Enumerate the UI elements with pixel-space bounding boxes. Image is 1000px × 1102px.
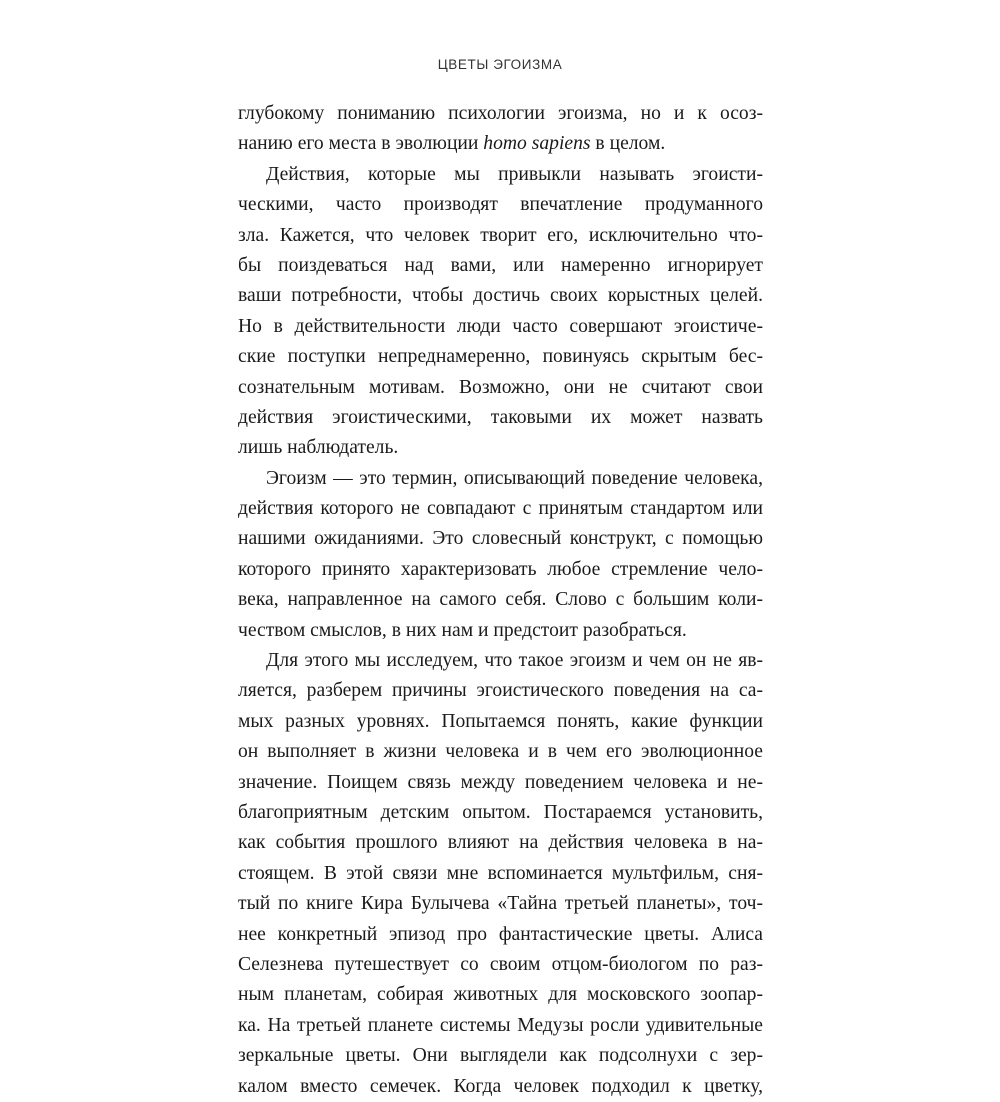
running-head: ЦВЕТЫ ЭГОИЗМА	[437, 57, 563, 72]
text-line	[238, 342, 763, 372]
text-line	[238, 980, 763, 1010]
text-line	[238, 1041, 763, 1071]
text-run: бы поиздеваться над вами, или намеренно игнорирует	[238, 254, 763, 276]
text-run: калом вместо семечек. Когда человек подходил к цветку,	[238, 1075, 763, 1097]
text-line	[238, 464, 763, 494]
text-run: мых разных уровнях. Попытаемся понять, какие функции	[238, 710, 763, 732]
text-run: зла. Кажется, что человек творит его, исключительно что-	[238, 224, 763, 246]
text-line	[238, 828, 763, 858]
text-run: ческими, часто производят впечатление продуманного	[238, 194, 763, 216]
text-line	[238, 859, 763, 889]
text-run: зеркальные цветы. Они выглядели как подсолнухи с зер-	[238, 1045, 763, 1067]
text-line	[238, 494, 763, 524]
text-line	[238, 950, 763, 980]
text-line	[238, 768, 763, 798]
text-line	[238, 1072, 763, 1102]
text-run: благоприятным детским опытом. Постараемся установить,	[238, 801, 763, 823]
text-line	[238, 99, 763, 129]
text-run: чеством смыслов, в них нам и предстоит разобраться.	[238, 619, 687, 641]
text-line	[238, 524, 763, 554]
text-line	[238, 889, 763, 919]
text-run: значение. Поищем связь между поведением человека и не-	[238, 771, 763, 793]
text-run: в целом.	[590, 133, 666, 155]
text-line	[238, 403, 763, 433]
text-line	[238, 129, 763, 159]
text-run: Действия, которые мы привыкли называть эгоисти-	[266, 163, 763, 185]
text-line	[238, 646, 763, 676]
text-line	[238, 221, 763, 251]
text-run: ваши потребности, чтобы достичь своих корыстных целей.	[238, 285, 763, 307]
text-run: Но в действительности люди часто совершают эгоистиче-	[238, 315, 763, 337]
text-run: действия эгоистическими, таковыми их может назвать	[238, 406, 763, 428]
text-run: как события прошлого влияют на действия человека в на-	[238, 832, 763, 854]
text-run: глубокому пониманию психологии эгоизма, но и к осоз-	[238, 103, 763, 124]
text-run: ным планетам, собирая животных для московского зоопар-	[238, 984, 763, 1006]
text-line	[238, 251, 763, 281]
text-run: ляется, разберем причины эгоистического поведения на са-	[238, 680, 763, 702]
text-run: лишь наблюдатель.	[238, 437, 399, 459]
text-line	[238, 585, 763, 615]
text-line	[238, 737, 763, 767]
text-line	[238, 555, 763, 585]
text-run: нашими ожиданиями. Это словесный конструкт, с помощью	[238, 528, 763, 550]
text-line	[238, 920, 763, 950]
text-run: ка. На третьей планете системы Медузы росли удивительные	[238, 1014, 763, 1036]
text-run: которого принято характеризовать любое стремление чело-	[238, 558, 763, 580]
text-run: действия которого не совпадают с принятым стандартом или	[238, 498, 763, 520]
text-line	[238, 798, 763, 828]
text-line	[238, 281, 763, 311]
text-run: тый по книге Кира Булычева «Тайна третьей планеты», точ-	[238, 893, 763, 915]
text-line	[238, 707, 763, 737]
text-run: нанию его места в эволюции	[238, 133, 484, 155]
text-line	[238, 190, 763, 220]
text-line	[238, 676, 763, 706]
text-run: ские поступки непреднамеренно, повинуясь скрытым бес-	[238, 346, 763, 368]
text-run: века, направленное на самого себя. Слово с большим коли-	[238, 589, 763, 611]
text-run: стоящем. В этой связи мне вспоминается мультфильм, сня-	[238, 862, 763, 884]
text-line	[238, 616, 763, 646]
text-line	[238, 1011, 763, 1041]
page-body-text	[238, 99, 763, 1102]
text-run: сознательным мотивам. Возможно, они не считают свои	[238, 376, 763, 398]
text-run: Эгоизм — это термин, описывающий поведение человека,	[266, 467, 763, 489]
text-line	[238, 433, 763, 463]
text-line	[238, 312, 763, 342]
text-run: Селезнева путешествует со своим отцом-биологом по раз-	[238, 953, 763, 975]
text-line	[238, 373, 763, 403]
text-run: Для этого мы исследуем, что такое эгоизм и чем он не яв-	[266, 650, 763, 672]
text-run: он выполняет в жизни человека и в чем его эволюционное	[238, 741, 763, 763]
text-run: нее конкретный эпизод про фантастические цветы. Алиса	[238, 923, 763, 945]
italic-term: homo sapiens	[483, 133, 591, 155]
text-line	[238, 160, 763, 190]
